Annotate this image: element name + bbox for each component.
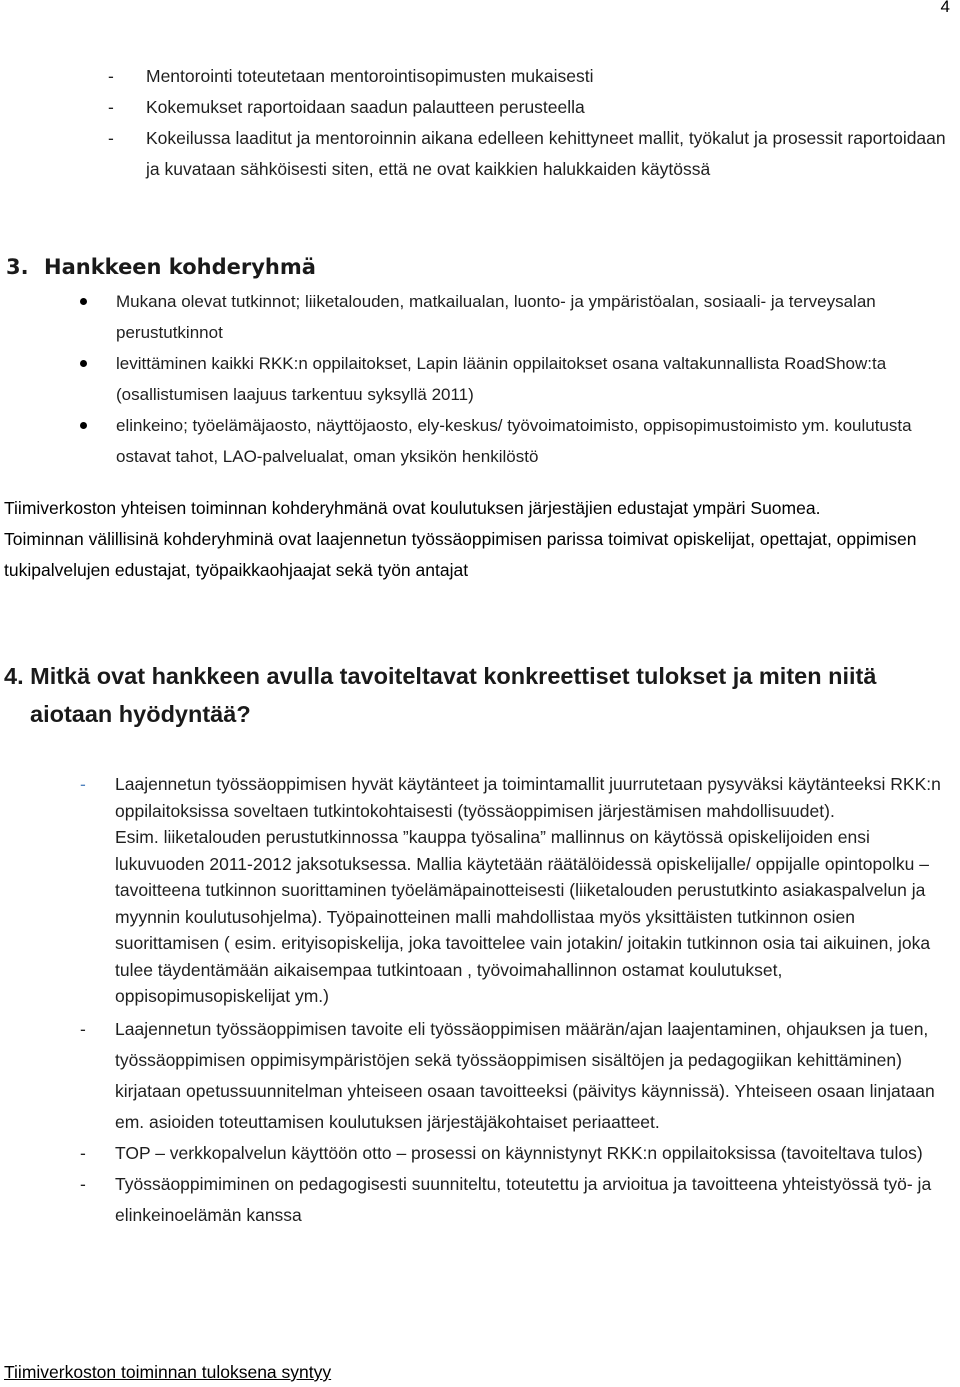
list-item-text: levittäminen kaikki RKK:n oppilaitokset, Lapin läänin oppilaitokset osana valtakunnallista RoadShow:ta (osallistumisen laajuus tarkentuu syksyllä 2011) — [116, 354, 887, 404]
list-item — [70, 410, 950, 472]
section-title-line: aiotaan hyödyntää? — [30, 701, 251, 727]
list-dash: - — [80, 774, 86, 794]
list-dash: - — [80, 1142, 86, 1163]
list-item — [68, 1169, 948, 1231]
list-item — [108, 92, 958, 123]
section-number: 3. — [6, 255, 29, 279]
target-group-bullet-list — [70, 286, 950, 472]
list-item-text: Kokemukset raportoidaan saadun palautteen perusteella — [146, 97, 585, 117]
paragraph: Tiimiverkoston yhteisen toiminnan kohderyhmänä ovat koulutuksen järjestäjien edustajat ympäri Suomea. — [4, 498, 821, 518]
list-item-text: Työssäoppimiminen on pedagogisesti suunniteltu, toteutettu ja arvioitua ja tavoitteena yhteistyössä työ- ja elinkeinoelämän kanssa — [115, 1173, 932, 1225]
list-item-text: Mentorointi toteutetaan mentorointisopimusten mukaisesti — [146, 66, 594, 86]
list-item-text: Laajennetun työssäoppimisen tavoite eli työssäoppimisen määrän/ajan laajentaminen, ohjauksen ja tuen, työssäoppimisen oppimisympäristöjen sekä työssäoppimisen sisältöjen ja pedagogiikan kehittäminen) kirjataan opetussuunnitelman yhteiseen osaan tavoitteeksi (päivitys käynnissä). Yhteiseen osaan linjataan em. asioiden toteuttamisen koulutuksen järjestäjäkohtaiset periaatteet. — [115, 1018, 935, 1132]
page-number: 4 — [940, 0, 950, 16]
network-results-link[interactable]: Tiimiverkoston toiminnan tuloksena syntyy — [4, 1362, 332, 1382]
bullet-icon — [80, 360, 87, 367]
results-dash-list — [68, 771, 948, 1231]
section-title: Hankkeen kohderyhmä — [44, 255, 316, 279]
list-dash: - — [80, 1173, 86, 1194]
section-4-heading — [4, 657, 954, 733]
section-3-heading — [6, 247, 316, 287]
target-group-paragraphs — [4, 493, 956, 586]
bullet-icon — [80, 298, 87, 305]
list-item-text: Kokeilussa laaditut ja mentoroinnin aikana edelleen kehittyneet mallit, työkalut ja prosessit raportoidaan ja kuvataan sähköisesti siten, että ne ovat kaikkien halukkaiden käytössä — [146, 128, 946, 179]
list-dash: - — [108, 97, 114, 117]
list-item — [108, 123, 958, 185]
list-item — [70, 348, 950, 410]
list-item — [68, 1014, 948, 1138]
intro-dash-list — [108, 61, 958, 185]
list-item-text: elinkeino; työelämäjaosto, näyttöjaosto, ely-keskus/ työvoimatoimisto, oppisopimustoimisto ym. koulutusta ostavat tahot, LAO-palvelualat, oman yksikön henkilöstö — [116, 416, 912, 466]
list-dash: - — [108, 66, 114, 86]
list-dash: - — [80, 1018, 86, 1039]
list-item-text: TOP – verkkopalvelun käyttöön otto – prosessi on käynnistynyt RKK:n oppilaitoksissa (tavoiteltava tulos) — [115, 1142, 923, 1163]
section-title-line: 4. Mitkä ovat hankkeen avulla tavoiteltavat konkreettiset tulokset ja miten niitä — [4, 663, 877, 689]
list-item — [70, 286, 950, 348]
list-item — [108, 61, 958, 92]
bullet-icon — [80, 422, 87, 429]
list-item — [68, 1138, 948, 1169]
list-item-example: Esim. liiketalouden perustutkinnossa ”kauppa työsalina” mallinnus on käytössä opiskelijoiden ensi lukuvuoden 2011-2012 jaksotuksessa. Mallia käytetään räätälöidessä opiskelijalle/ oppijalle opintopolku – tavoitteena tutkinnon suorittaminen työelämäpainotteisesti (liiketalouden perustutkinto asiakaspalvelun ja myynnin koulutusohjelma). Työpainotteinen malli mahdollistaa myös yksittäisten tutkinnon osien suorittamisen ( esim. erityisopiskelija, joka tavoittelee vain jotakin/ joitakin tutkinnon osia tai aikuinen, joka tulee täydentämään aikaisempaa tutkintoaan , työvoimahallinnon ostamat koulutukset, oppisopimusopiskelijat ym.) — [115, 827, 931, 1006]
list-dash: - — [108, 128, 114, 148]
list-item — [68, 771, 948, 1010]
list-item-text: Laajennetun työssäoppimisen hyvät käytänteet ja toimintamallit juurrutetaan pysyväksi käytänteeksi RKK:n oppilaitoksissa soveltaen tutkintokohtaisesti (työssäoppimisen järjestämisen mahdollisuudet). — [115, 774, 941, 821]
paragraph: Toiminnan välillisinä kohderyhminä ovat laajennetun työssäoppimisen parissa toimivat opiskelijat, opettajat, oppimisen tukipalvelujen edustajat, työpaikkaohjaajat sekä työn antajat — [4, 529, 917, 580]
list-item-text: Mukana olevat tutkinnot; liiketalouden, matkailualan, luonto- ja ympäristöalan, sosiaali- ja terveysalan perustutkinnot — [116, 292, 876, 342]
